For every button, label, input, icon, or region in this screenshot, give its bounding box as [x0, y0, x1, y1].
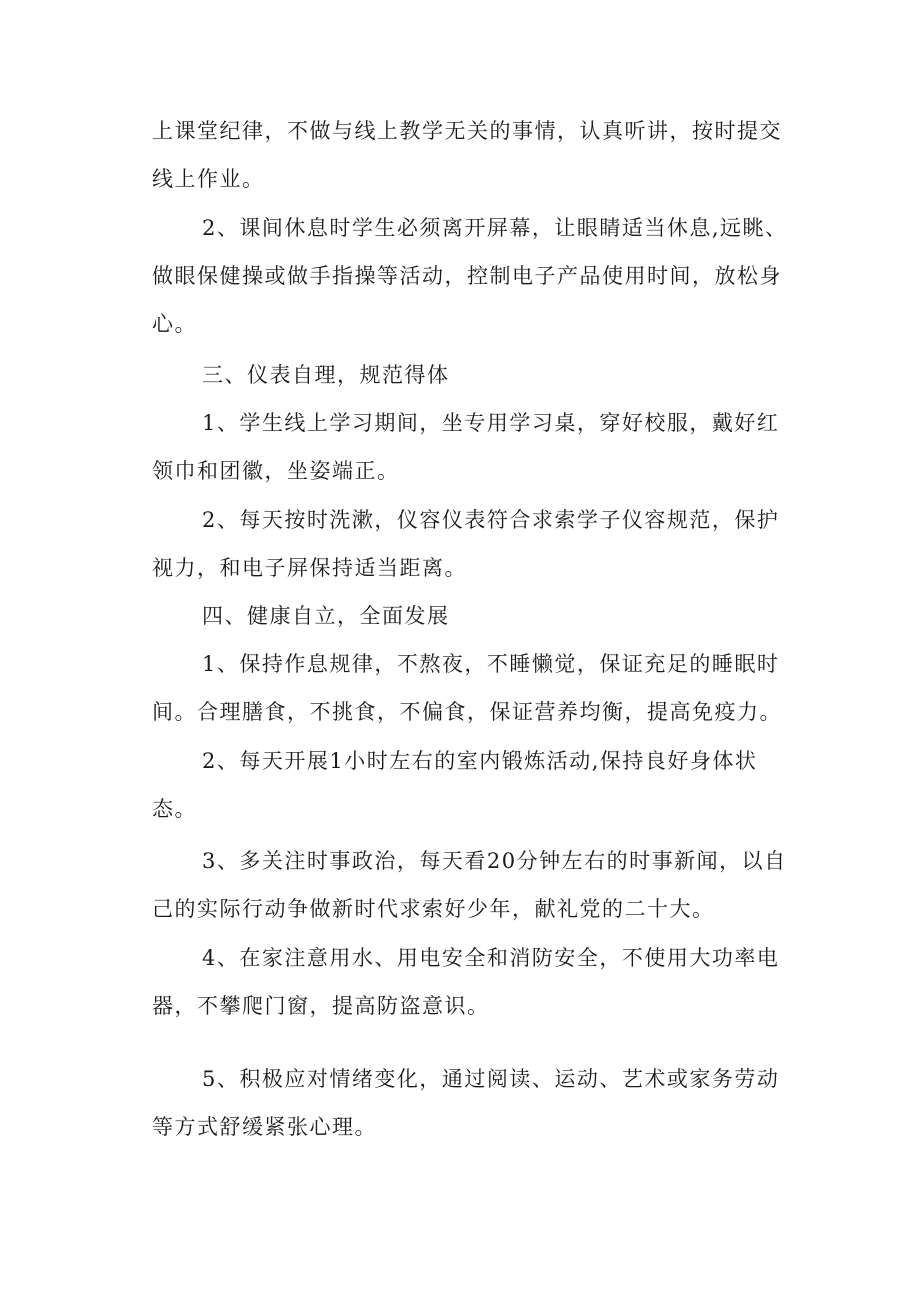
paragraph-item-5-health: 5、积极应对情绪变化，通过阅读、运动、艺术或家务劳动等方式舒缓紧张心理。: [152, 1067, 780, 1139]
paragraph-item-1-health: 1、保持作息规律，不熬夜，不睡懒觉，保证充足的睡眠时间。合理膳食，不挑食，不偏食，保证营养均衡，提高免疫力。: [152, 652, 782, 724]
section-heading-3: 三、仪表自理，规范得体: [202, 363, 450, 387]
paragraph-item-2-rest-break: 2、课间休息时学生必须离开屏幕，让眼睛适当休息,远眺、做眼保健操或做手指操等活动，控制电子产品使用时间，放松身心。: [152, 216, 788, 336]
paragraph-item-4-health: 4、在家注意用水、用电安全和消防安全，不使用大功率电器，不攀爬门窗，提高防盗意识。: [152, 946, 780, 1018]
section-heading-4: 四、健康自立，全面发展: [202, 604, 450, 628]
paragraph-item-2-health: 2、每天开展1小时左右的室内锻炼活动,保持良好身体状态。: [152, 749, 758, 821]
paragraph-item-1-appearance: 1、学生线上学习期间，坐专用学习桌，穿好校服，戴好红领巾和团徽，坐姿端正。: [152, 411, 780, 483]
paragraph-item-3-health: 3、多关注时事政治，每天看20分钟左右的时事新闻，以自己的实际行动争做新时代求索好少年，献礼党的二十大。: [152, 849, 787, 921]
paragraph-item-2-appearance: 2、每天按时洗漱，仪容仪表符合求索学子仪容规范，保护视力，和电子屏保持适当距离。: [152, 508, 780, 580]
paragraph-continuation: 上课堂纪律，不做与线上教学无关的事情，认真听讲，按时提交线上作业。: [152, 119, 782, 191]
